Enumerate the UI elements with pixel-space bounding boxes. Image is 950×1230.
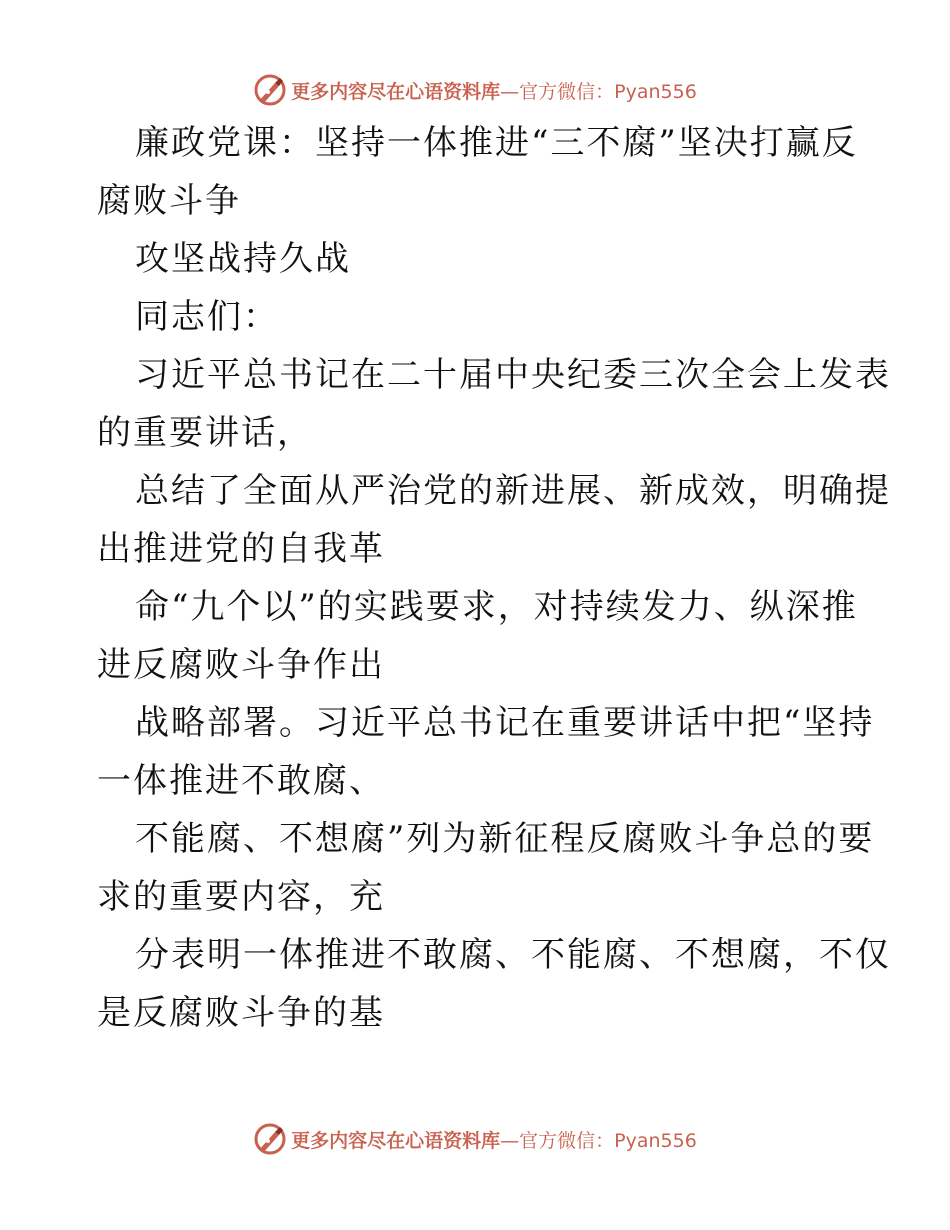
paragraph-line: 出推进党的自我革 <box>97 529 385 569</box>
title-line-1: 廉政党课：坚持一体推进“三不腐”坚决打赢反 <box>135 123 858 163</box>
header-banner <box>0 70 950 110</box>
header-banner-title: 更多内容尽在心语资料库 <box>291 80 501 103</box>
paragraph-line: 不能腐、不想腐”列为新征程反腐败斗争总的要 <box>135 819 875 859</box>
document-body <box>97 114 891 1042</box>
paragraph-line: 进反腐败斗争作出 <box>97 645 385 685</box>
header-banner-wechat: —官方微信：Pyan556 <box>500 80 697 103</box>
paragraph-line: 求的重要内容，充 <box>97 877 385 917</box>
paragraph-line: 的重要讲话， <box>97 413 313 453</box>
paragraph-line: 总结了全面从严治党的新进展、新成效，明确提 <box>135 471 891 511</box>
footer-banner-wechat: —官方微信：Pyan556 <box>500 1129 697 1152</box>
pen-circle-logo-icon <box>253 1122 287 1156</box>
pen-circle-logo-icon <box>253 73 287 107</box>
paragraph-line: 一体推进不敢腐、 <box>97 761 385 801</box>
paragraph-line: 命“九个以”的实践要求，对持续发力、纵深推 <box>135 587 858 627</box>
paragraph-line: 战略部署。习近平总书记在重要讲话中把“坚持 <box>135 703 875 743</box>
footer-banner <box>0 1119 950 1159</box>
paragraph-line: 是反腐败斗争的基 <box>97 993 385 1033</box>
footer-banner-title: 更多内容尽在心语资料库 <box>291 1129 501 1152</box>
title-line-3: 攻坚战持久战 <box>135 239 351 279</box>
paragraph-line: 分表明一体推进不敢腐、不能腐、不想腐，不仅 <box>135 935 891 975</box>
paragraph-line: 习近平总书记在二十届中央纪委三次全会上发表 <box>135 355 891 395</box>
title-line-2: 腐败斗争 <box>97 181 241 221</box>
salutation: 同志们： <box>135 297 279 337</box>
